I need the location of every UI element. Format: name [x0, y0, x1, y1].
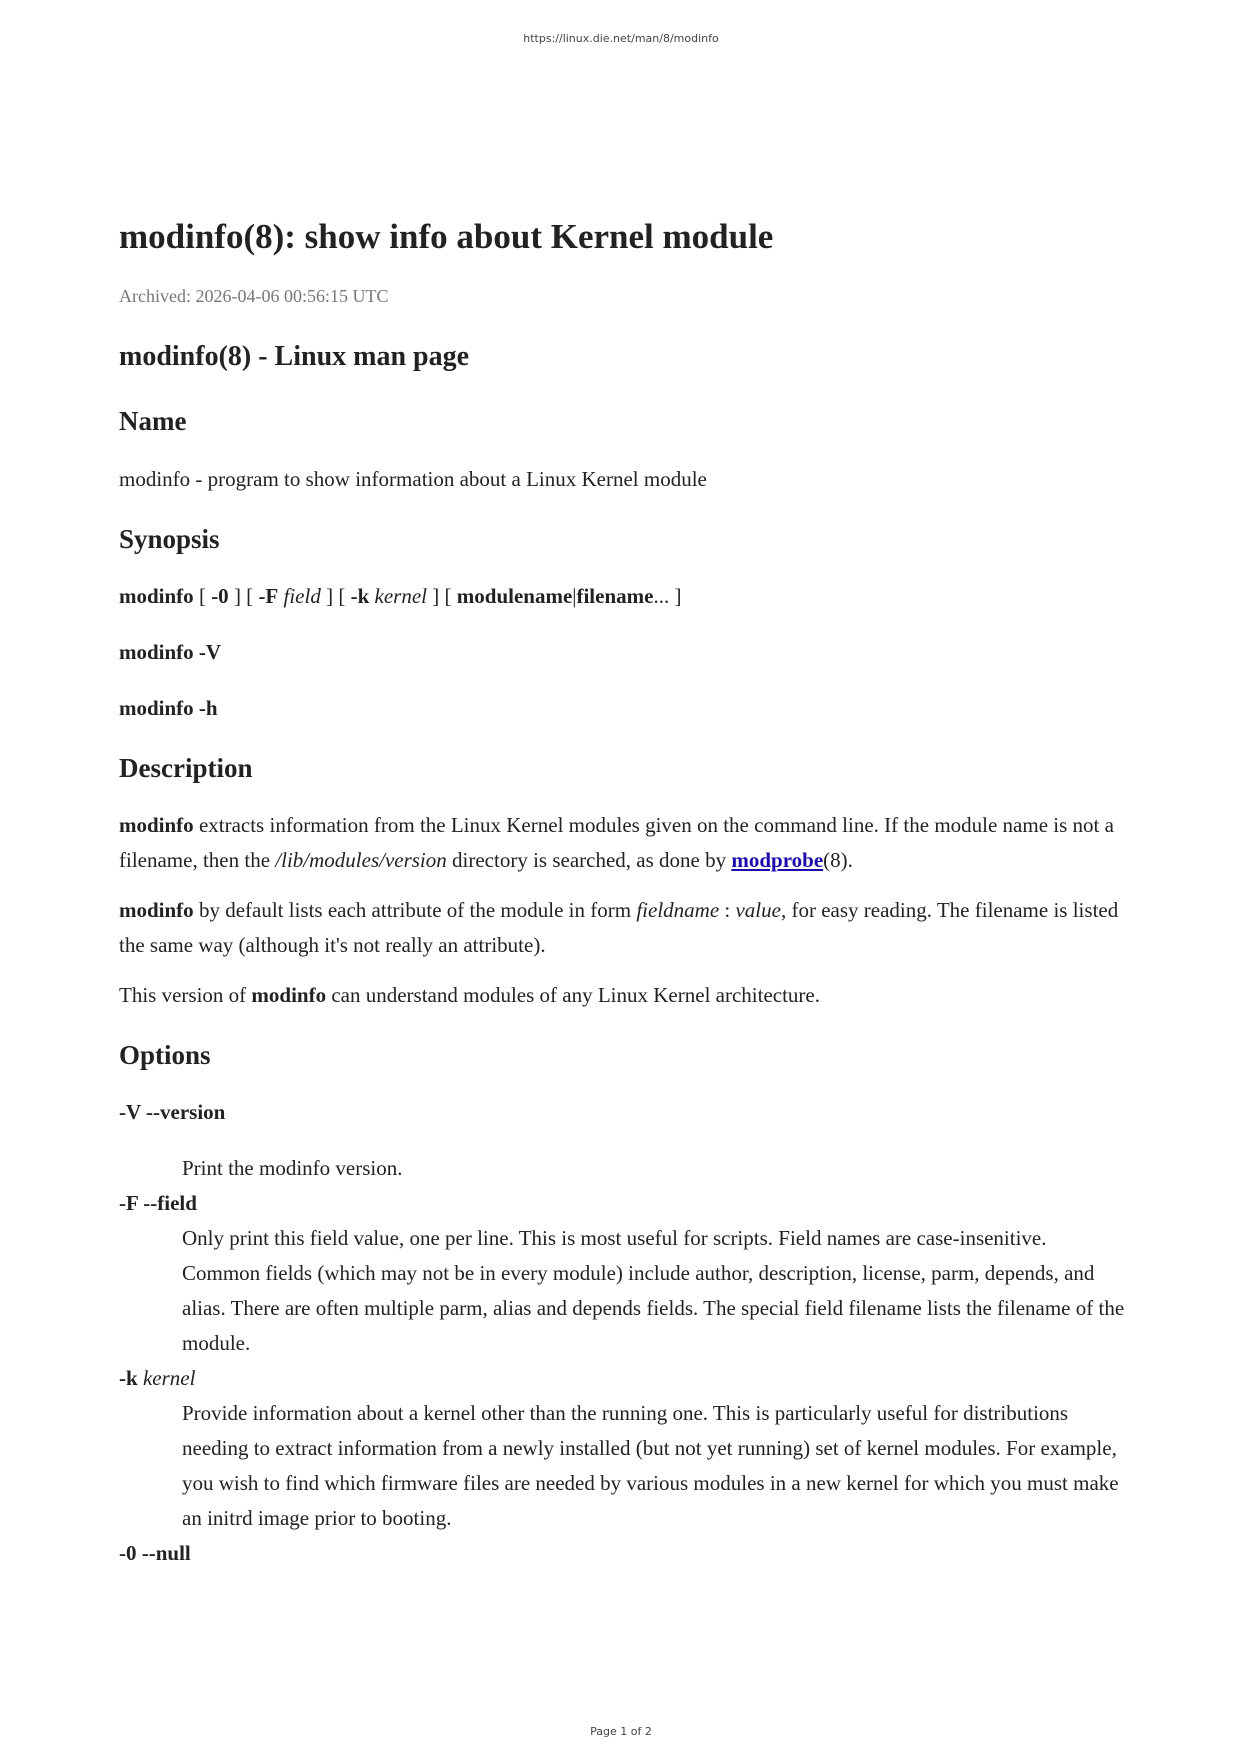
option-arg: kernel	[142, 1366, 196, 1390]
description-paragraph-3	[119, 978, 1129, 1013]
option-kernel-term	[119, 1361, 1129, 1396]
synopsis-cmd: modinfo	[119, 584, 194, 608]
synopsis-line-1	[119, 579, 1129, 614]
text: directory is searched, as done by	[446, 848, 732, 872]
text: extracts information from the Linux Kernel modules given on the command line. If the module name is not a filename, then the	[119, 813, 1114, 872]
synopsis-line-2	[119, 635, 1129, 670]
bracket: [	[198, 584, 206, 608]
text: (8).	[823, 848, 853, 872]
cmd-name: modinfo	[119, 898, 194, 922]
arg-field: field	[283, 584, 321, 608]
archived-timestamp: Archived: 2026-04-06 00:56:15 UTC	[119, 286, 389, 306]
cmd-name: modinfo	[251, 983, 327, 1007]
option-term: -F --field	[119, 1191, 197, 1215]
man-page-subtitle: modinfo(8) - Linux man page	[119, 341, 470, 372]
page-title: modinfo(8): show info about Kernel module	[119, 217, 774, 256]
name-text: modinfo - program to show information about a Linux Kernel module	[119, 467, 707, 491]
text: by default lists each attribute of the module in form	[193, 898, 637, 922]
opt-kernel: -k	[350, 584, 370, 608]
text: :	[719, 898, 736, 922]
description-heading: Description	[119, 753, 253, 783]
bracket: ] [	[233, 584, 254, 608]
option-term: -k	[119, 1366, 138, 1390]
text: can understand modules of any Linux Kernel architecture.	[326, 983, 820, 1007]
option-term: -0 --null	[119, 1541, 191, 1565]
option-field-desc: Only print this field value, one per line. This is most useful for scripts. Field names are case-insenitive. Common fields (which may not be in every module) include author, description, license, parm, depends, and alias. There are often multiple parm, alias and depends fields. The special field filename lists the filename of the module.	[182, 1226, 1125, 1355]
fieldname: fieldname	[636, 898, 720, 922]
text: This version of	[119, 983, 252, 1007]
synopsis-tail: ... ]	[653, 584, 682, 608]
arg-filename: filename	[576, 584, 654, 608]
cmd-name: modinfo	[119, 813, 194, 837]
opt-field: -F	[258, 584, 279, 608]
option-version-term	[119, 1095, 1129, 1130]
options-heading: Options	[119, 1040, 211, 1070]
pipe: |	[572, 584, 577, 608]
value: value	[735, 898, 781, 922]
option-null-term	[119, 1536, 1129, 1571]
synopsis-line-3	[119, 691, 1129, 726]
path: /lib/modules/version	[275, 848, 447, 872]
document-content	[119, 212, 1129, 1571]
option-field-term	[119, 1186, 1129, 1221]
name-heading: Name	[119, 406, 187, 436]
description-paragraph-2	[119, 893, 1129, 963]
bracket: ] [	[432, 584, 452, 608]
arg-modulename: modulename	[456, 584, 573, 608]
option-term: -V --version	[119, 1100, 226, 1124]
text: , for easy reading. The filename is listed the same way (although it's not really an attribute).	[119, 898, 1119, 957]
page-footer: Page 1 of 2	[590, 1725, 652, 1738]
option-version-desc: Print the modinfo version.	[182, 1156, 403, 1180]
synopsis-help-cmd: modinfo -h	[119, 696, 218, 720]
bracket: ] [	[326, 584, 346, 608]
synopsis-heading: Synopsis	[119, 524, 220, 554]
option-kernel-desc: Provide information about a kernel other than the running one. This is particularly useful for distributions needing to extract information from a newly installed (but not yet running) set of kernel modules. For example, you wish to find which firmware files are needed by various modules in a new kernel for which you must make an initrd image prior to booting.	[182, 1401, 1119, 1530]
synopsis-version-cmd: modinfo -V	[119, 640, 222, 664]
opt-null: -0	[211, 584, 229, 608]
description-paragraph-1	[119, 808, 1129, 878]
modprobe-link[interactable]: modprobe	[731, 848, 824, 872]
page-url: https://linux.die.net/man/8/modinfo	[523, 32, 719, 45]
arg-kernel: kernel	[374, 584, 428, 608]
